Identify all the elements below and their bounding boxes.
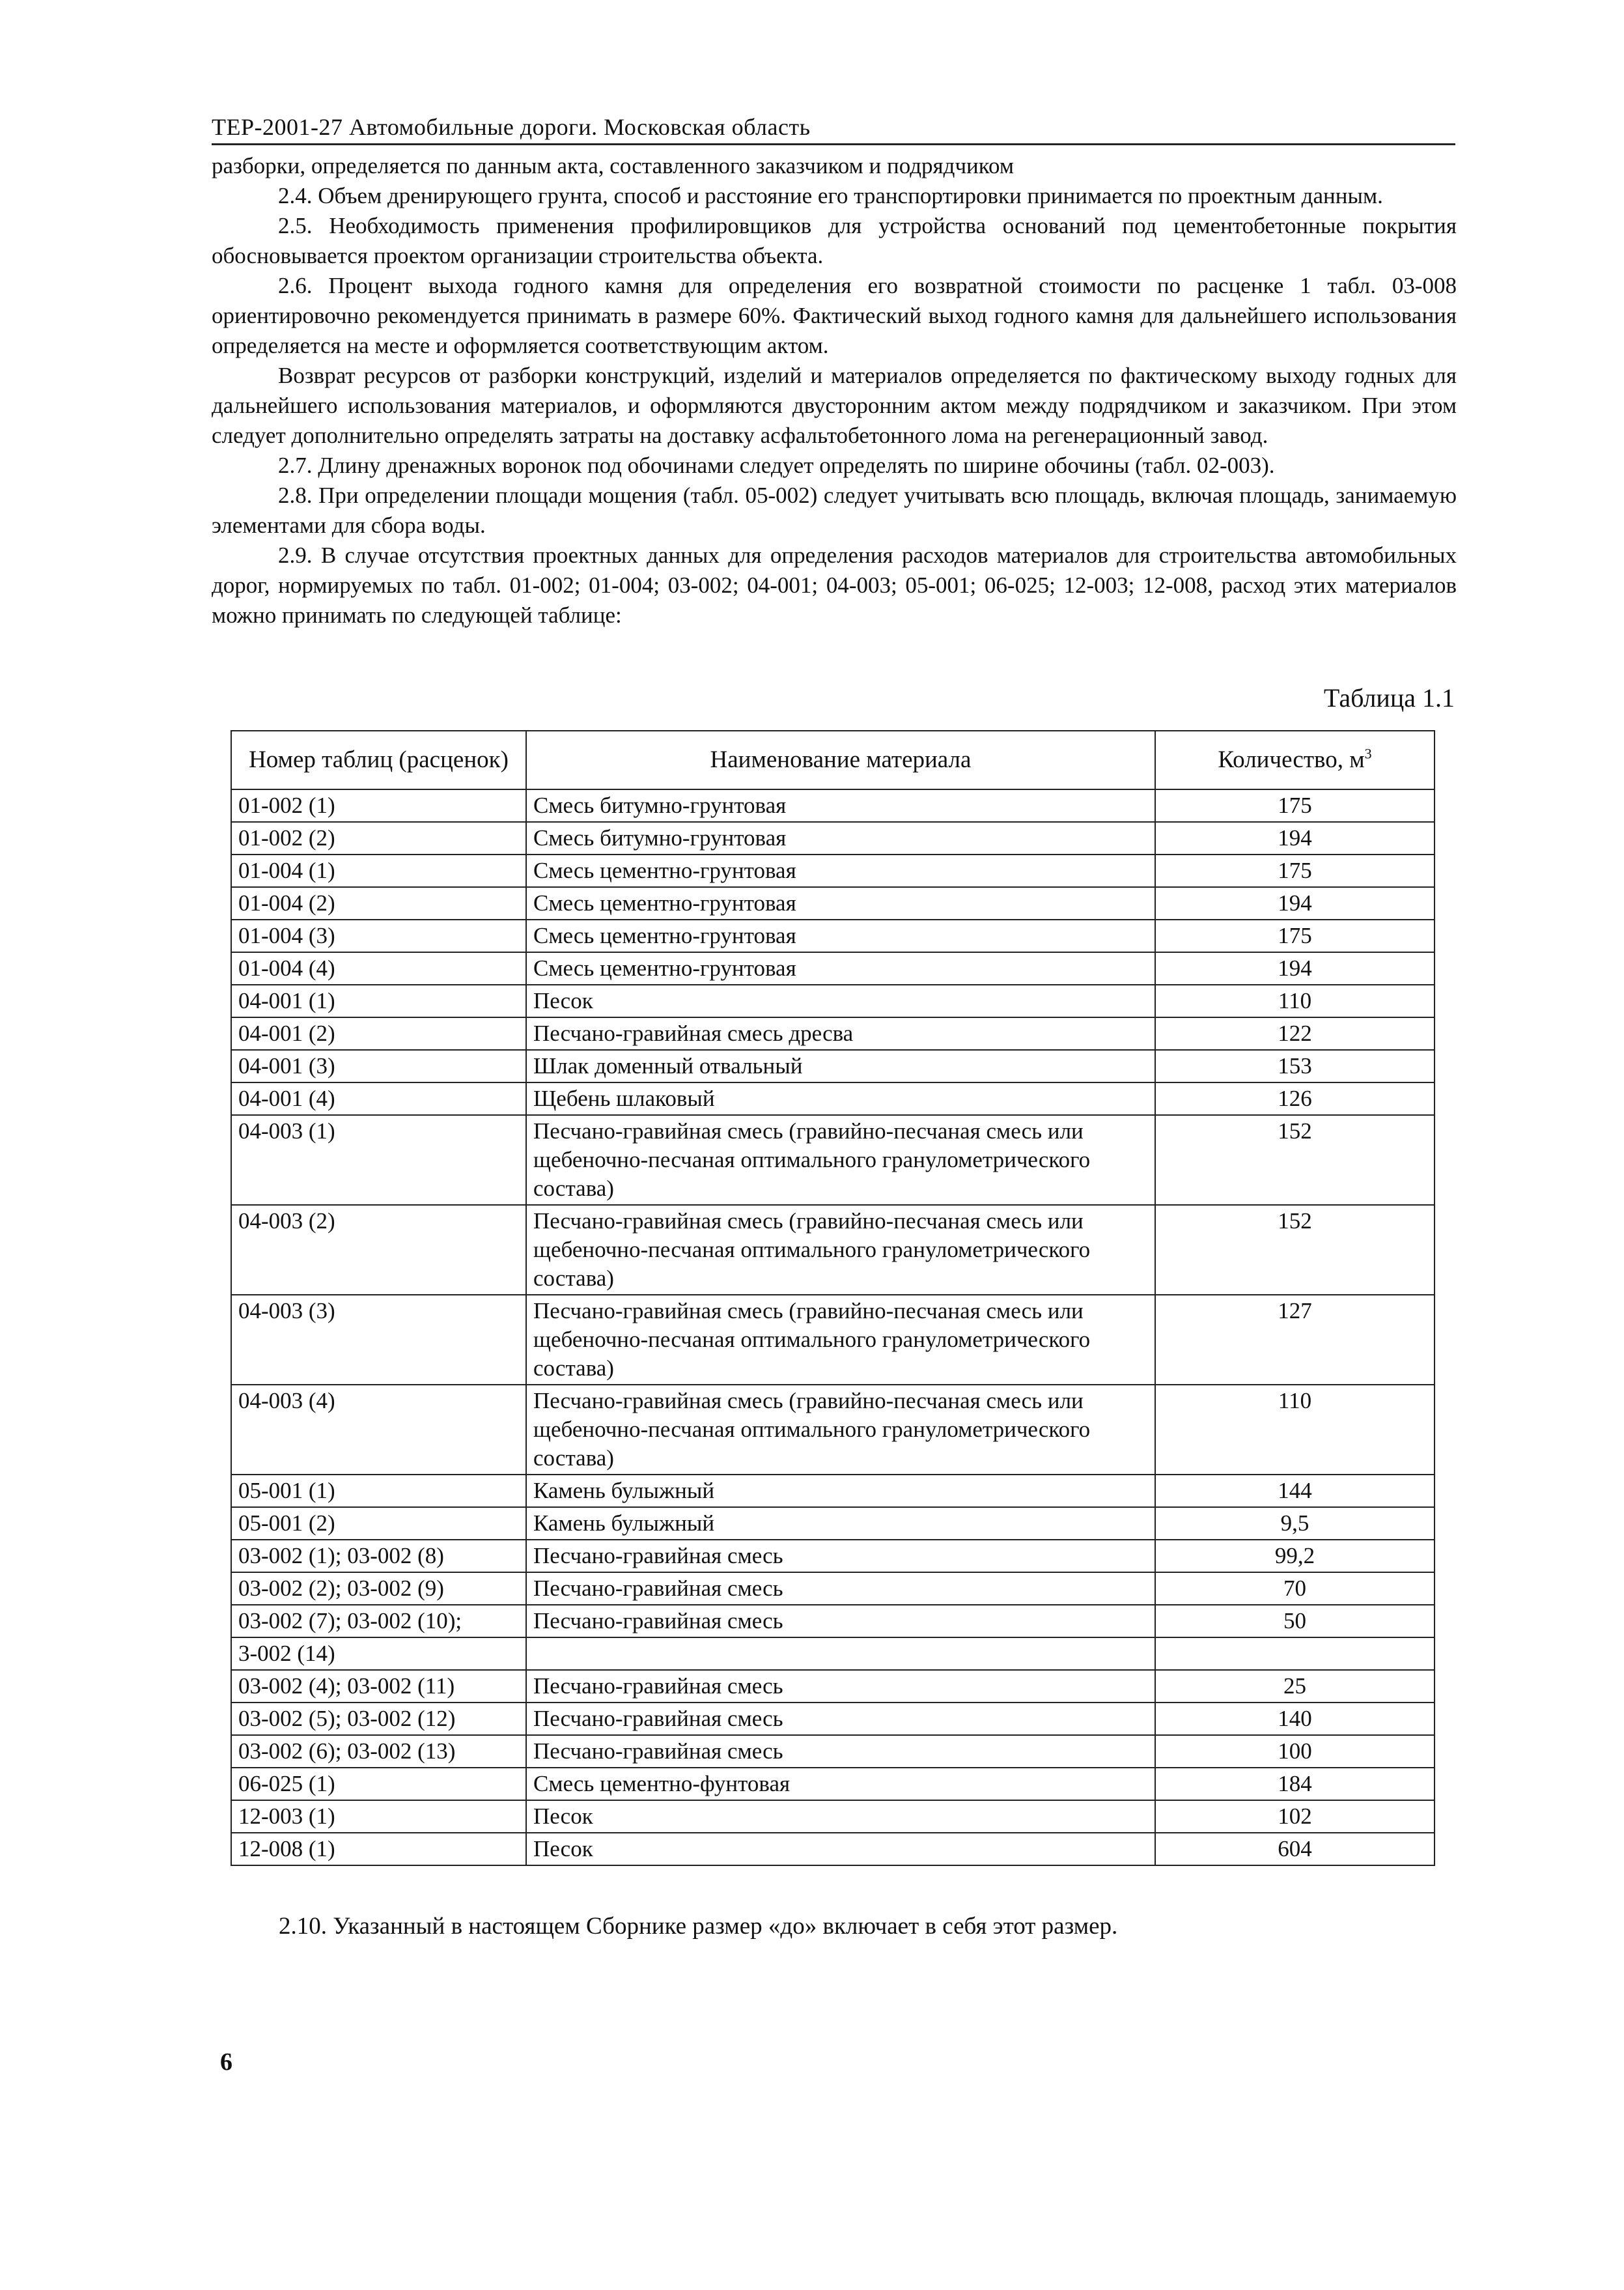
cell-material: Смесь цементно-грунтовая	[526, 920, 1155, 952]
cell-number: 01-004 (1)	[231, 855, 526, 887]
cell-number: 05-001 (2)	[231, 1507, 526, 1540]
cell-material: Песчано-гравийная смесь	[526, 1572, 1155, 1605]
cell-material: Песчано-гравийная смесь (гравийно-песчаная смесь или щебеночно-песчаная оптимального гранулометрического состава)	[526, 1295, 1155, 1385]
cell-number: 12-003 (1)	[231, 1800, 526, 1833]
cell-quantity: 102	[1155, 1800, 1435, 1833]
cell-quantity: 152	[1155, 1115, 1435, 1205]
table-row	[231, 1082, 1435, 1115]
cell-quantity: 110	[1155, 985, 1435, 1017]
table-body	[231, 789, 1435, 1865]
cell-material: Песчано-гравийная смесь	[526, 1735, 1155, 1768]
closing-paragraph: 2.10. Указанный в настоящем Сборнике размер «до» включает в себя этот размер.	[279, 1913, 1118, 1940]
table-row	[231, 855, 1435, 887]
cell-number: 04-001 (4)	[231, 1082, 526, 1115]
page-header: ТЕР-2001-27 Автомобильные дороги. Московская область	[212, 113, 1455, 145]
cell-material: Песчано-гравийная смесь	[526, 1670, 1155, 1703]
cell-quantity: 604	[1155, 1833, 1435, 1865]
cell-quantity	[1155, 1637, 1435, 1670]
paragraph: Возврат ресурсов от разборки конструкций, изделий и материалов определяется по фактическому выходу годных для дальнейшего использования материалов, и оформляются двусторонним актом между подрядчиком и заказчиком. При этом следует дополнительно определять затраты на доставку асфальтобетонного лома на регенерационный завод.	[212, 363, 1457, 448]
table-row	[231, 1703, 1435, 1735]
cell-material: Смесь цементно-фунтовая	[526, 1768, 1155, 1800]
table-row	[231, 1475, 1435, 1507]
table-row	[231, 1540, 1435, 1572]
cell-quantity: 50	[1155, 1605, 1435, 1637]
cell-number: 04-003 (1)	[231, 1115, 526, 1205]
table-row	[231, 887, 1435, 920]
paragraph: 2.5. Необходимость применения профилировщиков для устройства оснований под цементобетонные покрытия обосновывается проектом организации строительства объекта.	[212, 213, 1457, 268]
cell-number: 06-025 (1)	[231, 1768, 526, 1800]
cell-quantity: 144	[1155, 1475, 1435, 1507]
cell-quantity: 99,2	[1155, 1540, 1435, 1572]
cell-material: Песчано-гравийная смесь (гравийно-песчаная смесь или щебеночно-песчаная оптимального гранулометрического состава)	[526, 1385, 1155, 1475]
table-row	[231, 1295, 1435, 1385]
table-row	[231, 1205, 1435, 1295]
table-row	[231, 1637, 1435, 1670]
cell-number: 03-002 (7); 03-002 (10);	[231, 1605, 526, 1637]
cell-number: 03-002 (5); 03-002 (12)	[231, 1703, 526, 1735]
cell-number: 04-003 (3)	[231, 1295, 526, 1385]
table-row	[231, 1800, 1435, 1833]
unit-superscript: 3	[1364, 745, 1372, 762]
table-row	[231, 789, 1435, 822]
table-row	[231, 1017, 1435, 1050]
cell-material: Смесь битумно-грунтовая	[526, 789, 1155, 822]
cell-quantity: 122	[1155, 1017, 1435, 1050]
cell-quantity: 194	[1155, 822, 1435, 855]
cell-number: 04-001 (2)	[231, 1017, 526, 1050]
table-row	[231, 822, 1435, 855]
cell-quantity: 175	[1155, 789, 1435, 822]
table-row	[231, 952, 1435, 985]
cell-quantity: 70	[1155, 1572, 1435, 1605]
cell-material: Песчано-гравийная смесь (гравийно-песчаная смесь или щебеночно-песчаная оптимального гранулометрического состава)	[526, 1205, 1155, 1295]
header-quantity-label: Количество, м	[1218, 746, 1365, 773]
table-row	[231, 1385, 1435, 1475]
cell-material: Песок	[526, 985, 1155, 1017]
materials-table	[231, 730, 1435, 1866]
paragraph: 2.8. При определении площади мощения (табл. 05-002) следует учитывать всю площадь, включая площадь, занимаемую элементами для сбора воды.	[212, 483, 1457, 538]
cell-number: 03-002 (1); 03-002 (8)	[231, 1540, 526, 1572]
cell-quantity: 184	[1155, 1768, 1435, 1800]
cell-number: 04-003 (2)	[231, 1205, 526, 1295]
table-row	[231, 1670, 1435, 1703]
table-caption: Таблица 1.1	[1323, 683, 1455, 713]
cell-material: Песок	[526, 1800, 1155, 1833]
body-text	[212, 151, 1457, 630]
table-row	[231, 1050, 1435, 1082]
header-material: Наименование материала	[526, 731, 1155, 789]
table-row	[231, 1572, 1435, 1605]
cell-quantity: 175	[1155, 920, 1435, 952]
table-row	[231, 1833, 1435, 1865]
cell-material: Смесь цементно-грунтовая	[526, 952, 1155, 985]
cell-number: 05-001 (1)	[231, 1475, 526, 1507]
cell-number: 03-002 (4); 03-002 (11)	[231, 1670, 526, 1703]
cell-quantity: 110	[1155, 1385, 1435, 1475]
cell-material: Песчано-гравийная смесь	[526, 1605, 1155, 1637]
cell-quantity: 140	[1155, 1703, 1435, 1735]
cell-quantity: 153	[1155, 1050, 1435, 1082]
cell-material: Песок	[526, 1833, 1155, 1865]
cell-material: Песчано-гравийная смесь	[526, 1540, 1155, 1572]
cell-quantity: 152	[1155, 1205, 1435, 1295]
cell-quantity: 194	[1155, 952, 1435, 985]
cell-number: 04-001 (3)	[231, 1050, 526, 1082]
paragraph: разборки, определяется по данным акта, составленного заказчиком и подрядчиком	[212, 153, 1014, 178]
table-row	[231, 1115, 1435, 1205]
cell-material: Смесь битумно-грунтовая	[526, 822, 1155, 855]
cell-material: Смесь цементно-грунтовая	[526, 887, 1155, 920]
cell-material: Шлак доменный отвальный	[526, 1050, 1155, 1082]
table-header-row	[231, 731, 1435, 789]
cell-number: 01-004 (3)	[231, 920, 526, 952]
table-row	[231, 1735, 1435, 1768]
table-row	[231, 985, 1435, 1017]
cell-number: 01-004 (4)	[231, 952, 526, 985]
page-number: 6	[220, 2048, 232, 2076]
cell-material	[526, 1637, 1155, 1670]
cell-quantity: 194	[1155, 887, 1435, 920]
cell-material: Смесь цементно-грунтовая	[526, 855, 1155, 887]
cell-number: 04-001 (1)	[231, 985, 526, 1017]
cell-quantity: 25	[1155, 1670, 1435, 1703]
cell-material: Камень булыжный	[526, 1507, 1155, 1540]
table-row	[231, 920, 1435, 952]
cell-number: 12-008 (1)	[231, 1833, 526, 1865]
cell-number: 01-002 (2)	[231, 822, 526, 855]
cell-material: Песчано-гравийная смесь	[526, 1703, 1155, 1735]
header-number: Номер таблиц (расценок)	[231, 731, 526, 789]
paragraph: 2.6. Процент выхода годного камня для определения его возвратной стоимости по расценке 1 табл. 03-008 ориентировочно рекомендуется принимать в размере 60%. Фактический выход годного камня для дальнейшего использования определяется на месте и оформляется соответствующим актом.	[212, 273, 1457, 358]
cell-number: 01-004 (2)	[231, 887, 526, 920]
cell-number: 03-002 (6); 03-002 (13)	[231, 1735, 526, 1768]
cell-material: Песчано-гравийная смесь (гравийно-песчаная смесь или щебеночно-песчаная оптимального гранулометрического состава)	[526, 1115, 1155, 1205]
cell-quantity: 100	[1155, 1735, 1435, 1768]
paragraph: 2.9. В случае отсутствия проектных данных для определения расходов материалов для строительства автомобильных дорог, нормируемых по табл. 01-002; 01-004; 03-002; 04-001; 04-003; 05-001; 06-025; 12-003; 12-008, расход этих материалов можно принимать по следующей таблице:	[212, 543, 1457, 628]
cell-material: Песчано-гравийная смесь дресва	[526, 1017, 1155, 1050]
cell-quantity: 127	[1155, 1295, 1435, 1385]
cell-material: Щебень шлаковый	[526, 1082, 1155, 1115]
cell-quantity: 126	[1155, 1082, 1435, 1115]
table-row	[231, 1507, 1435, 1540]
cell-quantity: 175	[1155, 855, 1435, 887]
cell-number: 01-002 (1)	[231, 789, 526, 822]
cell-quantity: 9,5	[1155, 1507, 1435, 1540]
table-row	[231, 1605, 1435, 1637]
cell-number: 3-002 (14)	[231, 1637, 526, 1670]
paragraph: 2.7. Длину дренажных воронок под обочинами следует определять по ширине обочины (табл. 02-003).	[278, 453, 1275, 478]
cell-material: Камень булыжный	[526, 1475, 1155, 1507]
header-quantity	[1155, 731, 1435, 789]
table-row	[231, 1768, 1435, 1800]
cell-number: 04-003 (4)	[231, 1385, 526, 1475]
paragraph: 2.4. Объем дренирующего грунта, способ и расстояние его транспортировки принимается по проектным данным.	[278, 183, 1383, 208]
cell-number: 03-002 (2); 03-002 (9)	[231, 1572, 526, 1605]
